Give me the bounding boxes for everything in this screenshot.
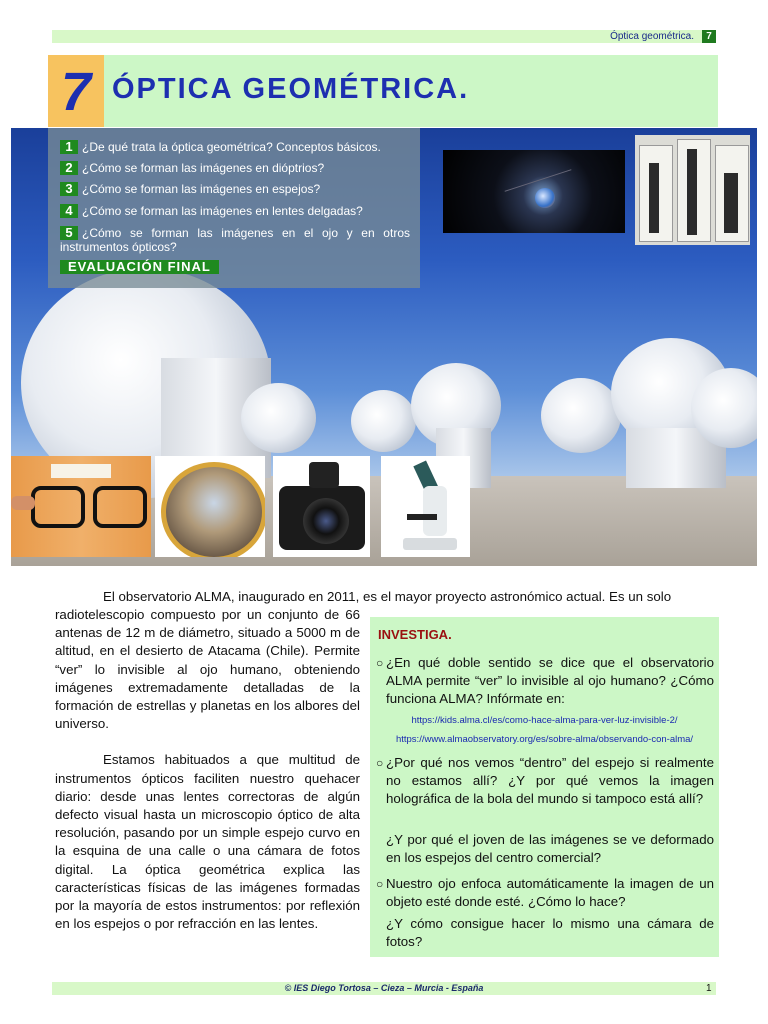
digital-camera-photo — [273, 456, 370, 557]
globe-icon — [535, 188, 555, 208]
camera-lens — [303, 498, 349, 544]
toc-number: 3 — [60, 182, 78, 196]
toc-label: ¿Cómo se forman las imágenes en lentes delgadas? — [82, 204, 363, 218]
antenna-dish — [351, 390, 416, 452]
question-1 — [376, 654, 714, 708]
glasses-lens-right — [93, 486, 147, 528]
toc-item-5[interactable] — [60, 226, 410, 254]
toc-label: ¿Cómo se forman las imágenes en espejos? — [82, 182, 321, 196]
hand — [11, 496, 35, 510]
question-2-text: ¿Por qué nos vemos “dentro” del espejo si realmente no estamos allí? ¿Y por qué vemos la imagen holográfica de la bola del mundo si tampoco está allí? — [386, 755, 714, 806]
camera-prism — [309, 462, 339, 488]
pyramid-edge — [505, 169, 572, 192]
toc-number: 2 — [60, 161, 78, 175]
microscope-photo — [381, 456, 470, 557]
main-text-column — [55, 606, 360, 933]
page-title: ÓPTICA GEOMÉTRICA. — [112, 73, 470, 105]
investiga-title: INVESTIGA. — [378, 627, 452, 642]
microscope-base — [403, 538, 457, 550]
person-reflection — [649, 163, 659, 233]
toc-label: ¿De qué trata la óptica geométrica? Conceptos básicos. — [82, 140, 381, 154]
round-mirror — [161, 462, 265, 557]
person-reflection — [687, 149, 697, 235]
question-3 — [376, 875, 714, 911]
chapter-number: 7 — [48, 55, 104, 127]
intro-first-line: El observatorio ALMA, inaugurado en 2011, es el mayor proyecto astronómico actual. Es un solo — [103, 589, 672, 604]
glasses-lens-left — [31, 486, 85, 528]
toc-item-3[interactable] — [60, 182, 410, 196]
question-1-text: ¿En qué doble sentido se dice que el observatorio ALMA permite “ver” lo invisible al ojo humano? ¿Cómo funciona ALMA? Infórmate en: — [386, 655, 714, 706]
toc-number: 5 — [60, 226, 78, 240]
eyeglasses-eye-chart-photo — [11, 456, 151, 557]
table-of-contents — [48, 128, 420, 288]
link-alma-observatory[interactable]: https://www.almaobservatory.org/es/sobre-alma/observando-con-alma/ — [395, 734, 694, 745]
question-3b: ¿Y cómo consigue hacer lo mismo una cámara de fotos? — [386, 916, 714, 949]
link-alma-kids[interactable]: https://kids.alma.cl/es/como-hace-alma-para-ver-luz-invisible-2/ — [411, 715, 678, 726]
toc-label: ¿Cómo se forman las imágenes en el ojo y en otros instrumentos ópticos? — [60, 226, 410, 254]
person-reflection — [724, 173, 738, 233]
microscope-arm — [423, 486, 447, 536]
investiga-box — [370, 617, 719, 957]
bullet-icon: ○ — [376, 656, 384, 670]
running-header — [52, 30, 716, 43]
footer-credit: © IES Diego Tortosa – Cieza – Murcia - España — [284, 983, 484, 993]
toc-label: ¿Cómo se forman las imágenes en dióptrios? — [82, 161, 325, 175]
antenna-dish — [541, 378, 621, 453]
toc-number: 1 — [60, 140, 78, 154]
hologram-globe-photo — [443, 150, 625, 233]
funhouse-mirrors-photo — [635, 135, 750, 245]
convex-street-mirror-photo — [155, 456, 265, 557]
toc-number: 4 — [60, 204, 78, 218]
question-3-text: Nuestro ojo enfoca automáticamente la imagen de un objeto esté donde esté. ¿Cómo lo hace? — [386, 876, 714, 909]
intro-paragraph: radiotelescopio compuesto por un conjunto de 66 antenas de 12 m de diámetro, situado a 5000 m de altitud, en el desierto de Atacama (Chile). Permite “ver” lo invisible al ojo humano, obteniendo imágenes extremadamente detalladas de la formación de estrellas y planetas en los albores del universo. — [55, 607, 360, 732]
page-number: 1 — [706, 983, 712, 994]
header-page-number: 7 — [702, 30, 716, 43]
final-evaluation-link[interactable]: EVALUACIÓN FINAL — [60, 260, 219, 274]
microscope-stage — [407, 514, 437, 520]
bullet-icon: ○ — [376, 877, 384, 891]
instruments-paragraph: Estamos habituados a que multitud de instrumentos ópticos faciliten nuestro quehacer diario: desde unas lentes correctoras de algún defecto visual hasta un microscopio óptico de alta resolución, pasando por un simple espejo curvo en la esquina de una calle o una cámara de fotos digital. La óptica geométrica explica las características físicas de las imágenes formadas por la mayoría de estos instrumentos: por reflexión en los espejos o por refracción en las lentes. — [55, 752, 360, 932]
chapter-title-bar — [48, 55, 718, 127]
toc-item-2[interactable] — [60, 161, 410, 175]
toc-item-1[interactable] — [60, 140, 410, 154]
question-2b: ¿Y por qué el joven de las imágenes se ve deformado en los espejos del centro comercial? — [386, 832, 714, 865]
footer-bar — [52, 982, 716, 995]
antenna-dish — [241, 383, 316, 453]
running-title: Óptica geométrica. — [610, 31, 694, 42]
eye-chart — [51, 464, 111, 478]
bullet-icon: ○ — [376, 756, 384, 770]
question-2 — [376, 754, 714, 808]
toc-item-4[interactable] — [60, 204, 410, 218]
